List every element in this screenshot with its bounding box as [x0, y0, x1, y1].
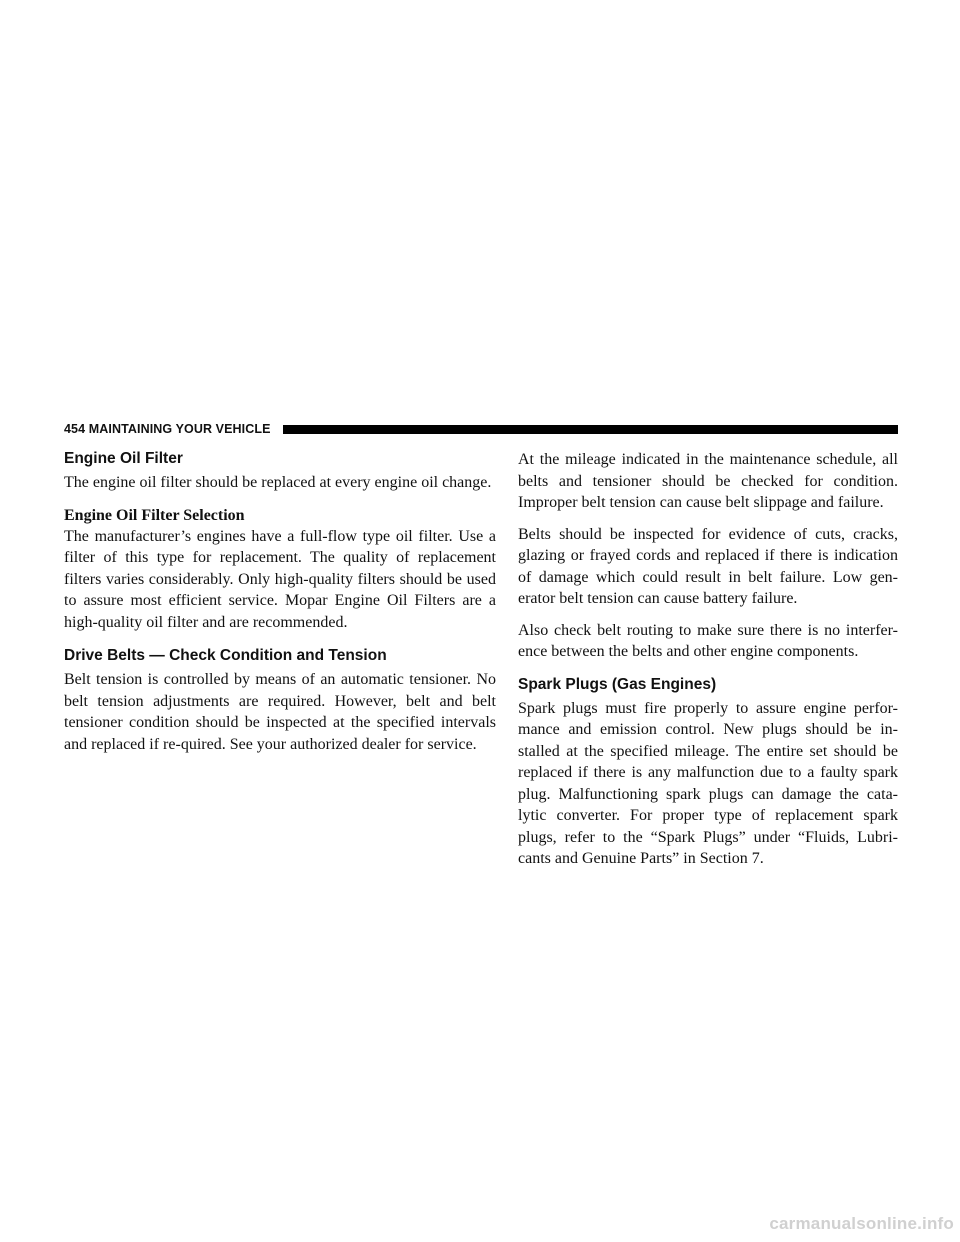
section-title-engine-oil-filter: Engine Oil Filter — [64, 450, 183, 467]
paragraph-belt-inspection: Belts should be inspected for evidence of cuts, cracks, glazing or frayed cords and replaced if there is indication of damage which could result in belt failure. Low gen-erator belt tension can cause battery failure. — [518, 525, 898, 607]
paragraph-belt-mileage: At the mileage indicated in the maintenance schedule, all belts and tensioner should be checked for condition. Improper belt tension can cause belt slippage and failure. — [518, 451, 898, 511]
watermark: carmanualsonline.info — [769, 1214, 954, 1233]
paragraph-oil-filter: The engine oil filter should be replaced at every engine oil change. — [64, 474, 492, 491]
paragraph-drive-belts: Belt tension is controlled by means of an automatic tensioner. No belt tension adjustments are required. However, belt and belt tensioner condition should be inspected at the specified intervals and replaced if re-quired. See your authorized dealer for service. — [64, 671, 496, 753]
header-rule — [283, 425, 898, 434]
left-column — [64, 449, 496, 755]
right-column — [518, 449, 898, 870]
subsection-title-oil-filter-selection: Engine Oil Filter Selection — [64, 506, 245, 524]
section-title-spark-plugs: Spark Plugs (Gas Engines) — [518, 675, 717, 693]
section-title-drive-belts: Drive Belts — Check Condition and Tension — [64, 647, 387, 664]
paragraph-spark-plugs: Spark plugs must fire properly to assure engine perfor-mance and emission control. New plugs should be in-stalled at the specified mileage. The entire set should be replaced if there is any malfunction due to a faulty spark plug. Malfunctioning spark plugs can damage the cata-lytic converter. For proper type of replacement spark plugs, refer to the “Spark Plugs” under “Fluids, Lubri-cants and Genuine Parts” in Section 7. — [518, 699, 898, 867]
page-header — [64, 419, 898, 439]
paragraph-belt-routing: Also check belt routing to make sure there is no interfer-ence between the belts and other engine components. — [518, 621, 898, 660]
paragraph-oil-filter-selection: The manufacturer’s engines have a full-flow type oil filter. Use a filter of this type for replacement. The quality of replacement filters varies considerably. Only high-quality filters should be used to assure most efficient service. Mopar Engine Oil Filters are a high-quality oil filter and are recommended. — [64, 527, 496, 631]
page-header-title: 454 MAINTAINING YOUR VEHICLE — [64, 422, 271, 436]
